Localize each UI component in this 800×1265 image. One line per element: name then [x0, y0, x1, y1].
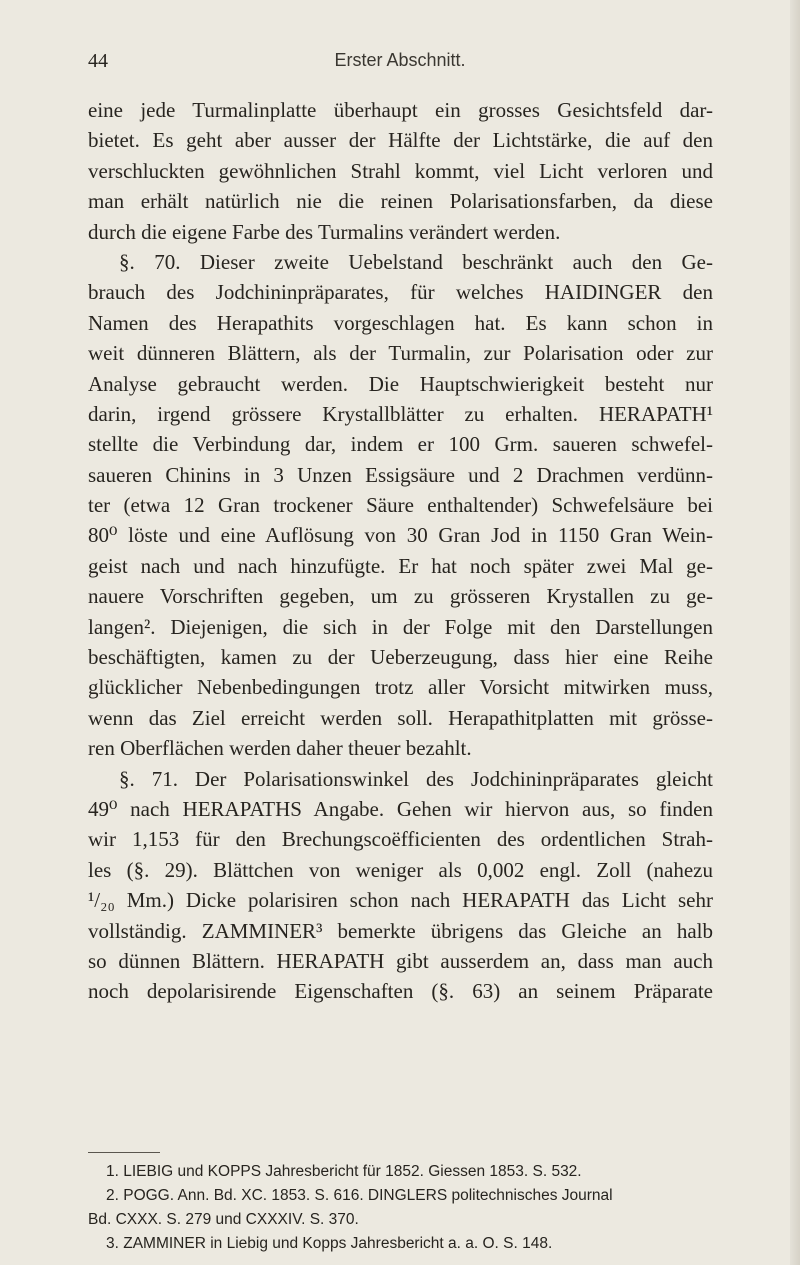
text-line: wir 1,153 für den Brechungscoëfficienten des ordentlichen Strah- [88, 827, 713, 852]
text-line: geist nach und nach hinzufügte. Er hat noch später zwei Mal ge- [88, 553, 713, 578]
text-line: ter (etwa 12 Gran trockener Säure enthaltender) Schwefelsäure bei [88, 493, 713, 518]
paragraph-start-line: §. 71. Der Polarisationswinkel des Jodchininpräparates gleicht [119, 766, 713, 791]
footnote-rule [88, 1152, 160, 1153]
footnote: 2. POGG. Ann. Bd. XC. 1853. S. 616. DINGLERS politechnisches Journal [106, 1187, 613, 1204]
text-line: noch depolarisirende Eigenschaften (§. 63) an seinem Präparate [88, 979, 713, 1004]
text-line: 80⁰ löste und eine Auflösung von 30 Gran Jod in 1150 Gran Wein- [88, 523, 713, 548]
text-line: glücklicher Nebenbedingungen trotz aller Vorsicht mitwirken muss, [88, 675, 713, 700]
text-line: weit dünneren Blättern, als der Turmalin, zur Polarisation oder zur [88, 341, 713, 366]
footnote-continuation: Bd. CXXX. S. 279 und CXXXIV. S. 370. [88, 1211, 359, 1228]
text-line: 49⁰ nach HERAPATHS Angabe. Gehen wir hiervon aus, so finden [88, 796, 713, 821]
footnote: 1. LIEBIG und KOPPS Jahresbericht für 1852. Giessen 1853. S. 532. [106, 1163, 582, 1180]
footnotes [88, 1160, 713, 1256]
text-line: bietet. Es geht aber ausser der Hälfte der Lichtstärke, die auf den [88, 128, 713, 153]
page-edge [790, 0, 800, 1265]
page-header [0, 50, 800, 80]
page-number: 44 [88, 50, 108, 72]
paragraph-start-line: §. 70. Dieser zweite Uebelstand beschränkt auch den Ge- [119, 249, 713, 274]
text-line: Analyse gebraucht werden. Die Hauptschwierigkeit besteht nur [88, 371, 713, 396]
text-line: brauch des Jodchininpräparates, für welches HAIDINGER den [88, 280, 713, 305]
text-line: les (§. 29). Blättchen von weniger als 0,002 engl. Zoll (nahezu [88, 857, 713, 882]
text-line: nauere Vorschriften gegeben, um zu grösseren Krystallen zu ge- [88, 584, 713, 609]
text-line: darin, irgend grössere Krystallblätter zu erhalten. HERAPATH¹ [88, 401, 713, 426]
text-line: Namen des Herapathits vorgeschlagen hat. Es kann schon in [88, 310, 713, 335]
text-line: wenn das Ziel erreicht werden soll. Herapathitplatten mit grösse- [88, 705, 713, 730]
text-line: beschäftigten, kamen zu der Ueberzeugung, dass hier eine Reihe [88, 645, 713, 670]
text-line: stellte die Verbindung dar, indem er 100 Grm. saueren schwefel- [88, 432, 713, 457]
text-line: so dünnen Blättern. HERAPATH gibt ausserdem an, dass man auch [88, 948, 713, 973]
text-line: ren Oberflächen werden daher theuer bezahlt. [88, 736, 472, 761]
text-line: saueren Chinins in 3 Unzen Essigsäure und 2 Drachmen verdünn- [88, 462, 713, 487]
running-head: Erster Abschnitt. [334, 50, 466, 70]
text-line: vollständig. ZAMMINER³ bemerkte übrigens das Gleiche an halb [88, 918, 713, 943]
text-line: eine jede Turmalinplatte überhaupt ein grosses Gesichtsfeld dar- [88, 98, 713, 122]
text-line: verschluckten gewöhnlichen Strahl kommt, viel Licht verloren und [88, 158, 713, 183]
body-text [88, 95, 713, 1007]
text-line: man erhält natürlich nie die reinen Polarisationsfarben, da diese [88, 189, 713, 214]
text-line: langen². Diejenigen, die sich in der Folge mit den Darstellungen [88, 614, 713, 639]
footnote: 3. ZAMMINER in Liebig und Kopps Jahresbericht a. a. O. S. 148. [106, 1235, 553, 1252]
text-line: ¹/₂₀ Mm.) Dicke polarisiren schon nach HERAPATH das Licht sehr [88, 888, 713, 913]
text-line: durch die eigene Farbe des Turmalins verändert werden. [88, 219, 561, 244]
